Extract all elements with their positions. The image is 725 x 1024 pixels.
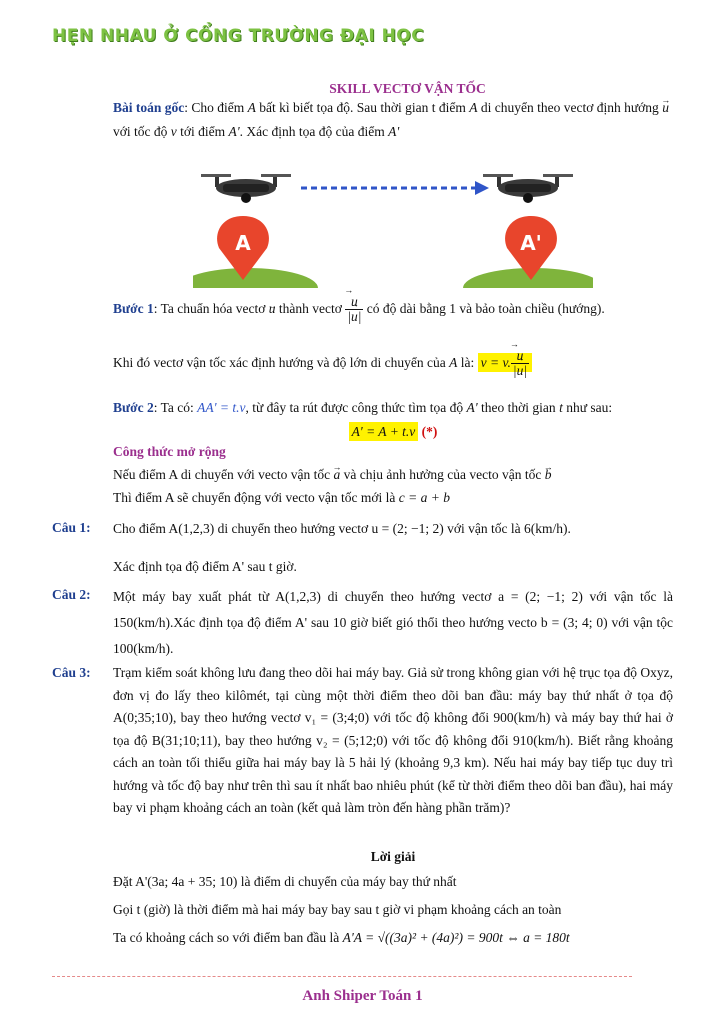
- extended-line1: Nếu điểm A di chuyển với vecto vận tốc → a và chịu ảnh hưởng của vecto vận tốc → b: [113, 463, 673, 487]
- unit-vector-fraction: → $\frac{u}{|\to u|}$: [345, 295, 363, 324]
- step1-label: Bước 1: [113, 301, 154, 316]
- solution-line3: Ta có khoảng cách so với điểm ban đầu là A'A = √((3a)² + (4a)²) = 900t ⇔ a = 180t: [113, 930, 570, 945]
- q1-line2: Xác định tọa độ điểm A' sau t giờ.: [113, 559, 297, 574]
- velocity-paragraph: Khi đó vectơ vận tốc xác định hướng và độ lớn di chuyển của A là: v = v. → $\frac{u}{|\to u|}$: [113, 345, 673, 381]
- pin-right-label: A': [520, 231, 542, 255]
- step1-paragraph: Bước 1: Ta chuẩn hóa vectơ → u thành vectơ → $\frac{u}{|\to u|}$ có độ dài bằng 1 và bảo toàn chiều (hướng).: [113, 292, 673, 326]
- step2-label: Bước 2: [113, 400, 154, 415]
- formula-star: (*): [421, 424, 438, 439]
- drone-illustration: [193, 160, 593, 288]
- footer-author: Anh Shiper Toán 1: [302, 988, 423, 1004]
- pin-left-label: A: [235, 231, 251, 255]
- q3-text: Trạm kiểm soát không lưu đang theo dõi hai máy bay. Giả sử trong không gian với hệ trục tọa độ Oxyz, đơn vị đo lấy theo kilômét, tại cùng một thời điểm theo dõi ban đầu: máy bay thứ nhất ở tọa độ A(0;35;10), bay theo hướng vectơ v₁ = (3;4;0) với tốc độ không đổi 900(km/h) và máy bay thứ hai ở tọa độ B(31;10;11), bay theo hướng v₂ = (5;12;0) với tốc độ không đổi 910(km/h). Biết rằng khoảng cách an toàn tối thiểu giữa hai máy bay là 5 hải lý (khoảng 9,3 km). Nếu hai máy bay tiếp tục duy trì hướng và tốc độ bay như trên thì sau ít nhất bao nhiêu phút (kể từ thời điểm theo dõi ban đầu), hai máy bay vi phạm khoảng cách an toàn (kết quả làm tròn đến hàng phần trăm)?: [113, 665, 673, 815]
- step2-paragraph: Bước 2: Ta có: AA' = t.v, từ đây ta rút được công thức tìm tọa độ A' theo thời gian t như sau:: [113, 400, 613, 415]
- velocity-formula: v = v. → $\frac{u}{|\to u|}$: [478, 353, 532, 372]
- step2-formula: AA' = t.v: [197, 400, 246, 415]
- q2-text: Một máy bay xuất phát từ A(1,2,3) di chuyển theo hướng vectơ a = (2; −1; 2) với vận tốc là 150(km/h).Xác định tọa độ điểm A' sau 10 giờ biết gió thổi theo hướng vecto b = (3; 4; 0) với vận tộc 100(km/h).: [113, 589, 673, 656]
- page-banner: HẸN NHAU Ở CỔNG TRƯỜNG ĐẠI HỌC: [52, 26, 425, 46]
- q2-label: Câu 2:: [52, 587, 91, 602]
- solution-heading: Lời giải: [370, 849, 416, 864]
- page-title: SKILL VECTƠ VẬN TỐC: [329, 81, 486, 96]
- q1-line1: Cho điểm A(1,2,3) di chuyển theo hướng vectơ u = (2; −1; 2) với vận tốc là 6(km/h).: [113, 521, 571, 536]
- solution-line2: Gọi t (giờ) là thời điểm mà hai máy bay bay sau t giờ vi phạm khoảng cách an toàn: [113, 902, 562, 917]
- footer-divider: [52, 976, 632, 977]
- intro-label: Bài toán gốc: [113, 100, 185, 115]
- q1-label: Câu 1:: [52, 520, 91, 535]
- solution-line1: Đặt A'(3a; 4a + 35; 10) là điểm di chuyển của máy bay thứ nhất: [113, 874, 457, 889]
- intro-paragraph: Bài toán gốc: Cho điểm A bất kì biết tọa độ. Sau thời gian t điểm A di chuyển theo vectơ định hướng → u với tốc độ v tới điểm A'. Xác định tọa độ của điểm A': [113, 96, 673, 144]
- extended-line2: Thì điểm A sẽ chuyển động với vecto vận tốc mới là c = a + b: [113, 490, 450, 505]
- extended-heading: Công thức mở rộng: [113, 444, 226, 459]
- q3-label: Câu 3:: [52, 665, 91, 680]
- boxed-formula: A' = A + t.v: [349, 422, 419, 441]
